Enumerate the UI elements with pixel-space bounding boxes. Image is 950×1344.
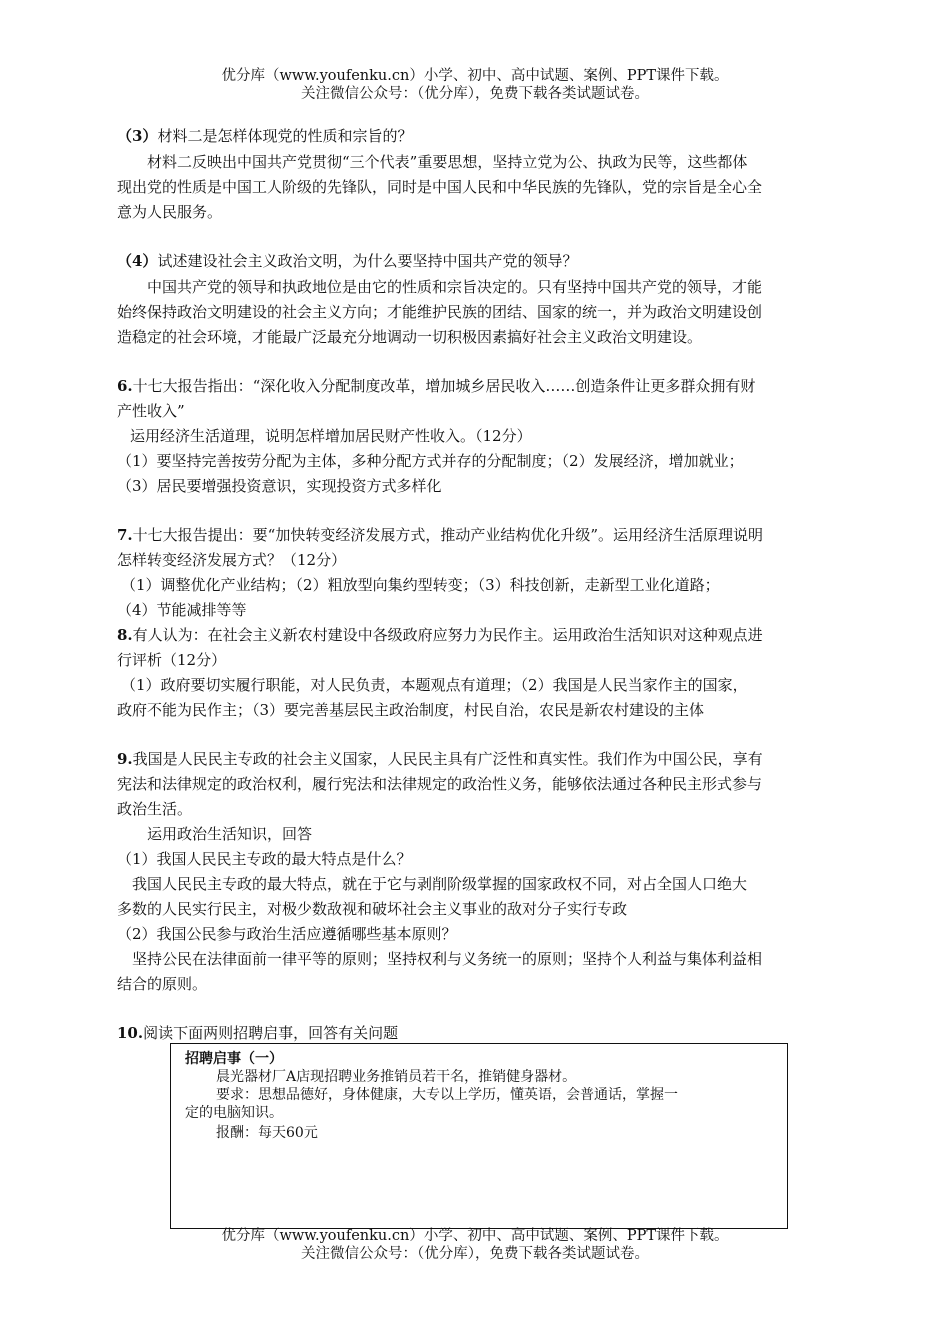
q3-answer-line: 现出党的性质是中国工人阶级的先锋队，同时是中国人民和中华民族的先锋队，党的宗旨是全心全 xyxy=(117,178,763,196)
header-line-2: 关注微信公众号：（优分库），免费下载各类试题试卷。 xyxy=(301,86,649,102)
q3-answer-line: 材料二反映出中国共产党贯彻“三个代表”重要思想，坚持立党为公、执政为民等，这些都体 xyxy=(147,153,748,171)
q6-text: 十七大报告指出：“深化收入分配制度改革，增加城乡居民收入……创造条件让更多群众拥有财 xyxy=(132,377,756,395)
q9-sub1-answer-line: 我国人民民主专政的最大特点，就在于它与剥削阶级掌握的国家政权不同，对占全国人口绝大 xyxy=(132,875,748,893)
q8-answer-line: （1）政府要切实履行职能，对人民负责，本题观点有道理；（2）我国是人民当家作主的国家， xyxy=(121,676,748,694)
q7-answer-line: （1）调整优化产业结构；（2）粗放型向集约型转变；（3）科技创新，走新型工业化道路； xyxy=(121,576,720,594)
q7-number: 7. xyxy=(117,526,133,544)
q4-label: （4） xyxy=(117,252,158,270)
q4-answer-line: 造稳定的社会环境，才能最广泛最充分地调动一切积极因素搞好社会主义政治文明建设。 xyxy=(117,328,703,346)
q8-answer-line: 政府不能为民作主；（3）要完善基层民主政治制度，村民自治，农民是新农村建设的主体 xyxy=(117,701,705,719)
q9-text-line xyxy=(117,750,763,768)
q9-sub2-question: （2）我国公民参与政治生活应遵循哪些基本原则？ xyxy=(117,925,457,943)
q6-text-line xyxy=(117,377,755,395)
q8-number: 8. xyxy=(117,626,133,644)
q8-text: 有人认为：在社会主义新农村建设中各级政府应努力为民作主。运用政治生活知识对这种观点进 xyxy=(132,626,763,644)
q9-sub1-question: （1）我国人民民主专政的最大特点是什么？ xyxy=(117,850,412,868)
q6-answer-line: （1）要坚持完善按劳分配为主体，多种分配方式并存的分配制度；（2）发展经济，增加就业； xyxy=(117,452,744,470)
q9-text-line: 政治生活。 xyxy=(117,800,193,818)
q6-text-line: 产性收入” xyxy=(117,402,185,420)
q6-answer-line: （3）居民要增强投资意识，实现投资方式多样化 xyxy=(117,477,442,495)
q10-text: 阅读下面两则招聘启事，回答有关问题 xyxy=(143,1024,399,1042)
q9-text-line: 运用政治生活知识，回答 xyxy=(147,825,313,843)
header-line-1: 优分库（www.youfenku.cn）小学、初中、高中试题、案例、PPT课件下载。 xyxy=(221,68,729,84)
q4-question-text: 试述建设社会主义政治文明，为什么要坚持中国共产党的领导？ xyxy=(157,252,578,270)
q3-question xyxy=(117,127,412,145)
ad-line: 晨光器材厂A店现招聘业务推销员若干名，推销健身器材。 xyxy=(216,1069,577,1085)
q8-text-line: 行评析（12分） xyxy=(117,651,227,669)
q7-text-line xyxy=(117,526,763,544)
q9-sub2-answer-line: 坚持公民在法律面前一律平等的原则；坚持权利与义务统一的原则；坚持个人利益与集体利益相 xyxy=(132,950,763,968)
q7-text: 十七大报告提出：要“加快转变经济发展方式，推动产业结构优化升级”。运用经济生活原理说明 xyxy=(132,526,764,544)
ad-line: 定的电脑知识。 xyxy=(185,1105,283,1121)
q9-sub1-answer-line: 多数的人民实行民主，对极少数敌视和破坏社会主义事业的敌对分子实行专政 xyxy=(117,900,628,918)
q3-question-text: 材料二是怎样体现党的性质和宗旨的？ xyxy=(157,127,413,145)
q4-answer-line: 中国共产党的领导和执政地位是由它的性质和宗旨决定的。只有坚持中国共产党的领导，才能 xyxy=(147,278,763,296)
recruitment-ad-box xyxy=(170,1043,788,1229)
q10-number: 10. xyxy=(117,1024,144,1042)
q7-answer-line: （4）节能减排等等 xyxy=(117,601,247,619)
ad-line: 报酬：每天60元 xyxy=(216,1125,318,1141)
q4-answer-line: 始终保持政治文明建设的社会主义方向；才能维护民族的团结、国家的统一，并为政治文明建设创 xyxy=(117,303,763,321)
q10-text-line xyxy=(117,1024,398,1042)
q9-text-line: 宪法和法律规定的政治权利，履行宪法和法律规定的政治性义务，能够依法通过各种民主形式参与 xyxy=(117,775,763,793)
q8-text-line xyxy=(117,626,763,644)
q9-number: 9. xyxy=(117,750,133,768)
q9-text: 我国是人民民主专政的社会主义国家，人民民主具有广泛性和真实性。我们作为中国公民，享有 xyxy=(132,750,763,768)
ad-line: 要求：思想品德好，身体健康，大专以上学历，懂英语，会普通话，掌握一 xyxy=(216,1087,678,1103)
q3-answer-line: 意为人民服务。 xyxy=(117,203,223,221)
footer-line-1: 优分库（www.youfenku.cn）小学、初中、高中试题、案例、PPT课件下载。 xyxy=(221,1228,729,1244)
q4-question xyxy=(117,252,577,270)
q6-number: 6. xyxy=(117,377,133,395)
ad-title: 招聘启事（一） xyxy=(185,1051,283,1067)
q9-sub2-answer-line: 结合的原则。 xyxy=(117,975,208,993)
q3-label: （3） xyxy=(117,127,158,145)
q6-text-line: 运用经济生活道理，说明怎样增加居民财产性收入。（12分） xyxy=(130,427,532,445)
q7-text-line: 怎样转变经济发展方式？（12分） xyxy=(117,551,347,569)
footer-line-2: 关注微信公众号：（优分库），免费下载各类试题试卷。 xyxy=(301,1246,649,1262)
